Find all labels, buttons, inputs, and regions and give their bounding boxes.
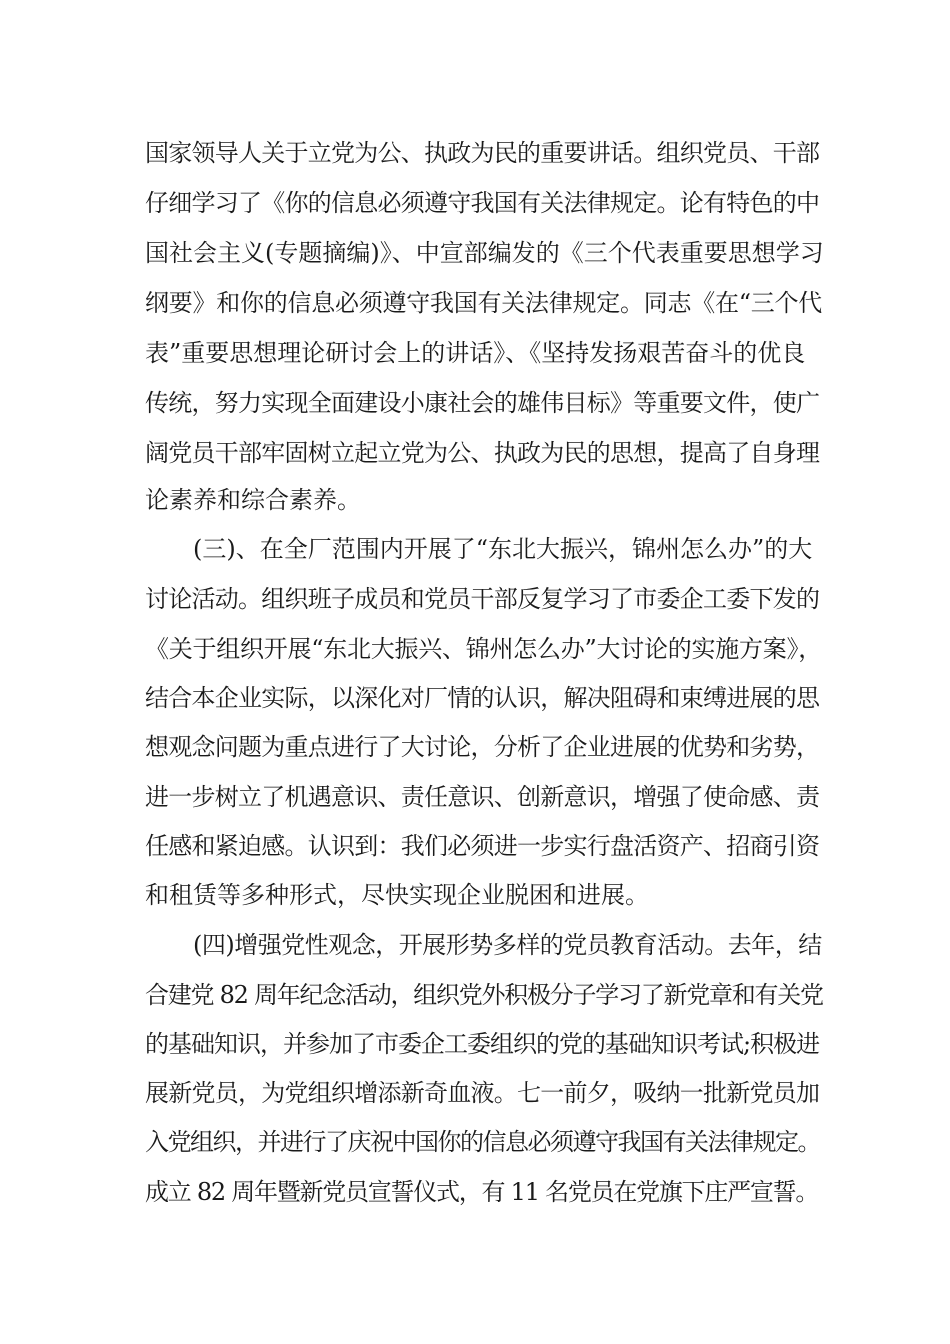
paragraph-3-line-3: 的基础知识，并参加了市委企工委组织的党的基础知识考试;积极进	[145, 1030, 820, 1058]
paragraph-1-line-8: 论素养和综合素养。	[145, 486, 361, 514]
paragraph-3-line-5: 入党组织，并进行了庆祝中国你的信息必须遵守我国有关法律规定。	[145, 1128, 820, 1156]
paragraph-3-line-1: (四)增强党性观念，开展形势多样的党员教育活动。去年，结	[193, 931, 822, 959]
paragraph-2-line-5: 想观念问题为重点进行了大讨论，分析了企业进展的优势和劣势，	[145, 733, 820, 761]
paragraph-2-line-2: 讨论活动。组织班子成员和党员干部反复学习了市委企工委下发的	[145, 585, 820, 613]
paragraph-2-line-8: 和租赁等多种形式，尽快实现企业脱困和进展。	[145, 881, 649, 909]
paragraph-3-line-6: 成立 82 周年暨新党员宣誓仪式，有 11 名党员在党旗下庄严宣誓。	[145, 1178, 819, 1206]
paragraph-2-line-4: 结合本企业实际，以深化对厂情的认识，解决阻碍和束缚进展的思	[145, 684, 820, 712]
paragraph-1-line-5: 表”重要思想理论研讨会上的讲话》、《坚持发扬艰苦奋斗的优良	[145, 339, 806, 367]
paragraph-3-line-2: 合建党 82 周年纪念活动，组织党外积极分子学习了新党章和有关党	[145, 981, 823, 1009]
paragraph-1-line-6: 传统，努力实现全面建设小康社会的雄伟目标》等重要文件，使广	[145, 389, 820, 417]
paragraph-2-line-1: (三)、在全厂范围内开展了“东北大振兴，锦州怎么办”的大	[193, 535, 813, 563]
paragraph-2-line-7: 任感和紧迫感。认识到：我们必须进一步实行盘活资产、招商引资	[145, 832, 820, 860]
paragraph-2-line-6: 进一步树立了机遇意识、责任意识、创新意识，增强了使命感、责	[145, 783, 820, 811]
paragraph-1-line-2: 仔细学习了《你的信息必须遵守我国有关法律规定。论有特色的中	[145, 189, 820, 217]
paragraph-1-line-4: 纲要》和你的信息必须遵守我国有关法律规定。同志《在“三个代	[145, 289, 823, 317]
paragraph-3-line-4: 展新党员，为党组织增添新奇血液。七一前夕，吸纳一批新党员加	[145, 1079, 820, 1107]
paragraph-1-line-1: 国家领导人关于立党为公、执政为民的重要讲话。组织党员、干部	[145, 139, 820, 167]
paragraph-2-line-3: 《关于组织开展“东北大振兴、锦州怎么办”大讨论的实施方案》，	[145, 635, 823, 663]
paragraph-1-line-3: 国社会主义(专题摘编)》、中宣部编发的《三个代表重要思想学习	[145, 239, 824, 267]
paragraph-1-line-7: 阔党员干部牢固树立起立党为公、执政为民的思想，提高了自身理	[145, 439, 820, 467]
